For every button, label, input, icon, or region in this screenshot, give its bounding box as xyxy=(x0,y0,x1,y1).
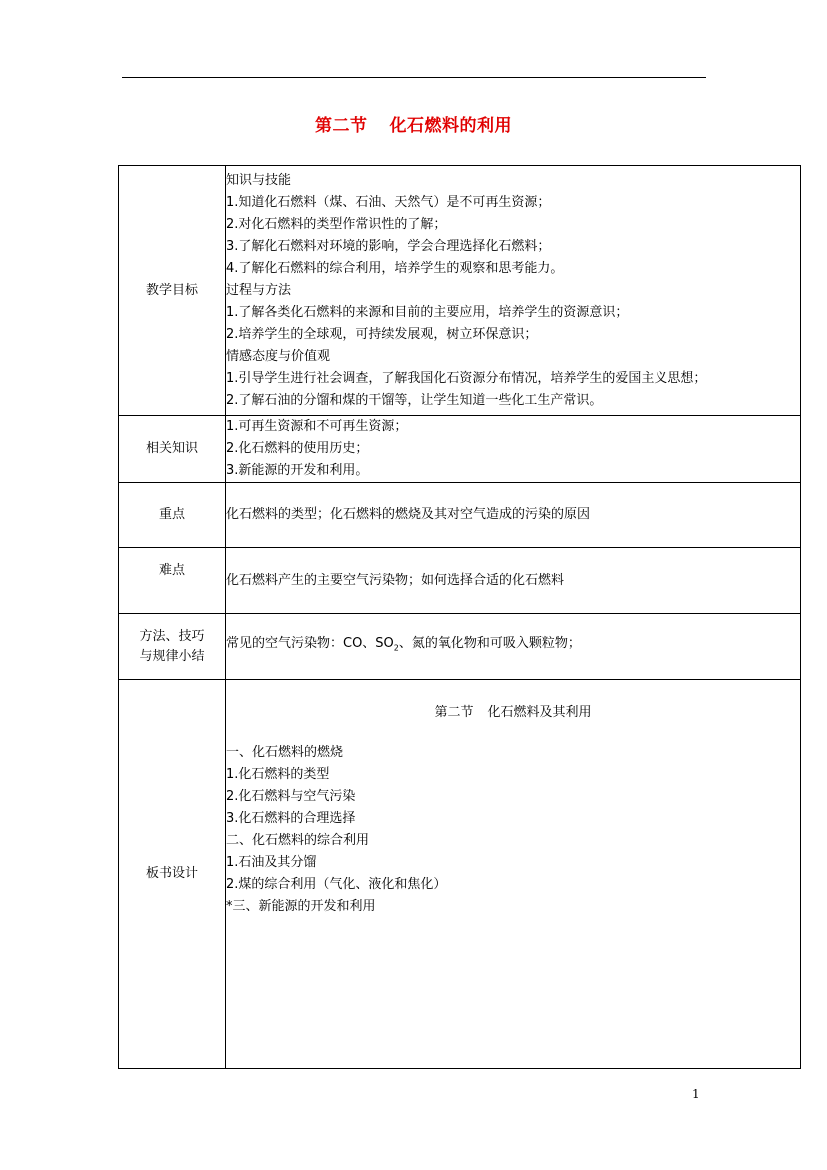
methods-text-after: 、氮的氧化物和可吸入颗粒物； xyxy=(398,636,581,652)
header-rule xyxy=(122,77,706,78)
goal-line: 情感态度与价值观 xyxy=(226,348,331,364)
board-line: 1.石油及其分馏 xyxy=(226,855,317,870)
board-line: 二、化石燃料的综合利用 xyxy=(226,833,370,848)
page-number: 1 xyxy=(692,1087,700,1101)
content-related xyxy=(226,416,801,483)
title-topic: 化石燃料的利用 xyxy=(389,116,512,136)
related-line: 1.可再生资源和不可再生资源； xyxy=(226,419,408,434)
goal-line: 1.了解各类化石燃料的来源和目前的主要应用，培养学生的资源意识； xyxy=(226,304,629,320)
so2-subscript: 2 xyxy=(393,643,399,653)
goal-line: 过程与方法 xyxy=(226,282,292,298)
goal-line: 2.对化石燃料的类型作常识性的了解； xyxy=(226,216,447,232)
methods-label-line1: 方法、技巧 xyxy=(139,628,205,644)
difficulty-text: 化石燃料产生的主要空气污染物；如何选择合适的化石燃料 xyxy=(226,572,565,588)
label-board: 板书设计 xyxy=(119,680,226,1069)
title-section: 第二节 xyxy=(315,116,368,136)
methods-text xyxy=(226,633,800,660)
content-difficulty xyxy=(226,548,801,614)
label-related: 相关知识 xyxy=(119,416,226,483)
board-title-topic: 化石燃料及其利用 xyxy=(487,705,592,720)
methods-label-line2: 与规律小结 xyxy=(139,648,205,664)
row-key xyxy=(119,483,801,548)
content-goals xyxy=(226,166,801,416)
goal-line: 2.了解石油的分馏和煤的干馏等，让学生知道一些化工生产常识。 xyxy=(226,392,603,408)
related-line: 2.化石燃料的使用历史； xyxy=(226,441,369,456)
label-goals: 教学目标 xyxy=(119,166,226,416)
related-line: 3.新能源的开发和利用。 xyxy=(226,463,369,478)
label-difficulty xyxy=(119,548,226,614)
content-key xyxy=(226,483,801,548)
label-key: 重点 xyxy=(119,483,226,548)
row-difficulty xyxy=(119,548,801,614)
key-text: 化石燃料的类型；化石燃料的燃烧及其对空气造成的污染的原因 xyxy=(226,507,591,522)
row-board xyxy=(119,680,801,1069)
board-line: 一、化石燃料的燃烧 xyxy=(226,745,344,760)
goal-line: 1.知道化石燃料（煤、石油、天然气）是不可再生资源； xyxy=(226,194,551,210)
content-methods xyxy=(226,614,801,680)
label-methods xyxy=(119,614,226,680)
row-methods xyxy=(119,614,801,680)
board-line: 2.化石燃料与空气污染 xyxy=(226,789,356,804)
difficulty-label-text: 难点 xyxy=(158,562,185,578)
board-line: 2.煤的综合利用（气化、液化和焦化） xyxy=(226,877,447,892)
goal-line: 1.引导学生进行社会调查，了解我国化石资源分布情况，培养学生的爱国主义思想； xyxy=(226,370,707,386)
goal-line: 3.了解化石燃料对环境的影响，学会合理选择化石燃料； xyxy=(226,238,551,254)
methods-text-before: 常见的空气污染物：CO、SO xyxy=(226,636,394,652)
board-line: *三、新能源的开发和利用 xyxy=(226,899,376,914)
content-board xyxy=(226,680,801,1069)
page-title xyxy=(0,111,827,136)
board-line: 1.化石燃料的类型 xyxy=(226,767,330,782)
goal-line: 知识与技能 xyxy=(226,172,292,188)
board-title-section: 第二节 xyxy=(434,705,474,720)
row-related xyxy=(119,416,801,483)
board-title xyxy=(226,702,800,724)
row-goals xyxy=(119,166,801,416)
board-line: 3.化石燃料的合理选择 xyxy=(226,811,356,826)
lesson-plan-table xyxy=(118,165,801,1069)
goal-line: 2.培养学生的全球观，可持续发展观，树立环保意识； xyxy=(226,326,538,342)
goal-line: 4.了解化石燃料的综合利用，培养学生的观察和思考能力。 xyxy=(226,260,564,276)
